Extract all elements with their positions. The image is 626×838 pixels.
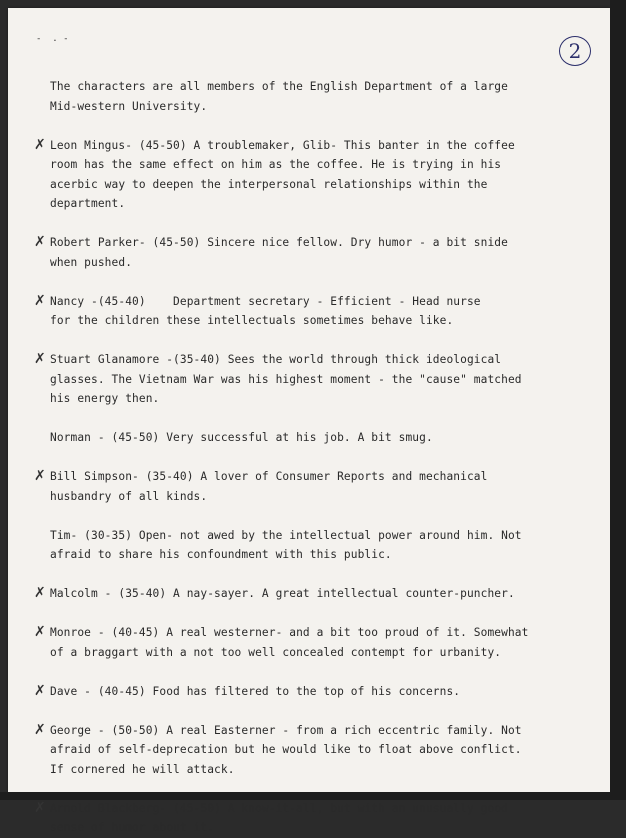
entry-stuart-glanamore	[34, 350, 570, 409]
check-mark-icon: ✗	[34, 585, 46, 601]
entry-text: Dave - (40-45) Food has filtered to the top of his concerns.	[50, 684, 461, 698]
entry-text: Monroe - (40-45) A real westerner- and a bit too proud of it. Somewhat of a braggart with a not too well concealed contempt for urbanity.	[50, 626, 529, 659]
check-mark-icon: ✗	[34, 799, 46, 816]
check-mark-icon: ✗	[34, 234, 46, 250]
entry-dave	[34, 682, 570, 702]
entry-robert-parker	[34, 233, 570, 272]
page-number: 2	[559, 36, 591, 66]
character-list	[34, 77, 570, 838]
scan-border-right	[610, 0, 626, 800]
entry-malcolm	[34, 584, 570, 604]
check-mark-icon: ✗	[34, 682, 46, 699]
check-mark-icon: ✗	[34, 136, 46, 153]
check-mark-icon: ✗	[34, 351, 46, 367]
entry-text: Norman - (45-50) Very successful at his job. A bit smug.	[50, 431, 433, 444]
entry-text: Nancy -(45-40) Department secretary - Efficient - Head nurse for the children these intellectuals sometimes behave like.	[50, 294, 481, 327]
entry-george	[34, 721, 570, 780]
entry-text: Bill Simpson- (35-40) A lover of Consumer Reports and mechanical husbandry of all kinds.	[50, 470, 488, 503]
entry-text: Stuart Glanamore -(35-40) Sees the world through thick ideological glasses. The Vietnam War was his highest moment - the "cause" matched his energy then.	[50, 353, 522, 405]
check-mark-icon: ✗	[34, 624, 46, 640]
entry-text: Tim- (30-35) Open- not awed by the intellectual power around him. Not afraid to share his confoundment with this public.	[50, 528, 522, 561]
check-mark-icon: ✗	[34, 721, 46, 738]
entry-norman	[50, 428, 570, 448]
stray-marks: - . -	[36, 34, 69, 44]
entry-text: Leon Mingus- (45-50) A troublemaker, Glib- This banter in the coffee room has the same effect on him as the coffee. He is trying in his acerbic way to deepen the interpersonal relationships within the department.	[50, 138, 515, 210]
entry-bill-simpson	[34, 467, 570, 506]
entry-monroe	[34, 623, 570, 662]
entry-text: George - (50-50) A real Easterner - from a rich eccentric family. Not afraid of self-deprecation but he would like to float above conflict. If cornered he will attack.	[50, 723, 522, 776]
entry-leon-mingus	[34, 136, 570, 214]
scan-border-bottom	[0, 792, 626, 800]
check-mark-icon: ✗	[34, 292, 46, 309]
entry-tim	[50, 526, 570, 565]
document-page	[8, 8, 610, 834]
entry-text: Robert Parker- (45-50) Sincere nice fellow. Dry humor - a bit snide when pushed.	[50, 236, 508, 269]
intro-paragraph: The characters are all members of the English Department of a large Mid-western University.	[50, 80, 508, 113]
entry-arnold-blackberg	[34, 799, 570, 838]
entry-nancy	[34, 292, 570, 331]
entry-text: Arnold Blackberg- (45-50) A know-it-all, but with an unusually good sense of humor about it.	[50, 801, 508, 834]
check-mark-icon: ✗	[34, 468, 46, 484]
entry-text: Malcolm - (35-40) A nay-sayer. A great intellectual counter-puncher.	[50, 587, 515, 600]
